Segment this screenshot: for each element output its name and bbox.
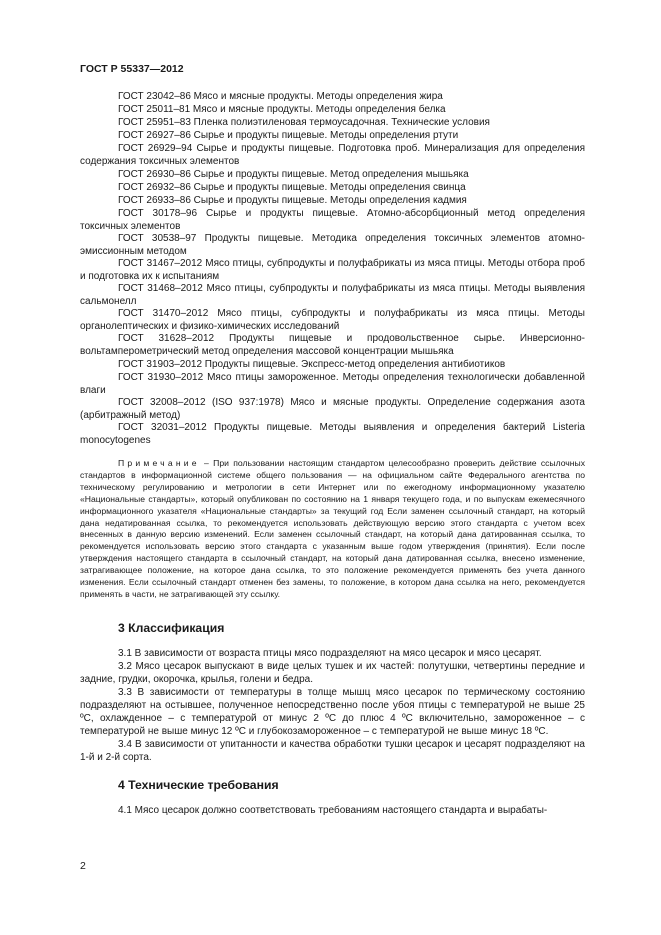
paragraph: 3.1 В зависимости от возраста птицы мясо подразделяют на мясо цесарок и мясо цесарят. bbox=[118, 648, 542, 659]
paragraph: 3.4 В зависимости от упитанности и качества обработки тушки цесарок и цесарят подразделяют на 1-й и 2-й сорта. bbox=[80, 739, 585, 763]
reference-item: ГОСТ 26930–86 Сырье и продукты пищевые. Метод определения мышьяка bbox=[118, 169, 469, 180]
reference-item: ГОСТ 26932–86 Сырье и продукты пищевые. Методы определения свинца bbox=[118, 182, 466, 193]
reference-item: ГОСТ 26933–86 Сырье и продукты пищевые. Методы определения кадмия bbox=[118, 195, 467, 206]
reference-item: ГОСТ 30538–97 Продукты пищевые. Методика определения токсичных элементов атомно-эмиссионным методом bbox=[80, 233, 585, 257]
reference-item: ГОСТ 31903–2012 Продукты пищевые. Экспресс-метод определения антибиотиков bbox=[118, 359, 506, 370]
note-label: Примечание bbox=[118, 458, 200, 468]
document-header: ГОСТ Р 55337—2012 bbox=[80, 63, 184, 75]
reference-item: ГОСТ 32008–2012 (ISO 937:1978) Мясо и мясные продукты. Определение содержания азота (арбитражный метод) bbox=[80, 397, 585, 421]
reference-item: ГОСТ 31628–2012 Продукты пищевые и продовольственное сырье. Инверсионно-вольтамперометрический метод определения массовой концентрации мышьяка bbox=[80, 333, 585, 357]
section-heading: 3 Классификация bbox=[118, 621, 225, 635]
section-heading: 4 Технические требования bbox=[118, 778, 279, 792]
reference-item: ГОСТ 26929–94 Сырье и продукты пищевые. Подготовка проб. Минерализация для определения содержания токсичных элементов bbox=[80, 143, 585, 167]
paragraph: 4.1 Мясо цесарок должно соответствовать требованиям настоящего стандарта и вырабаты- bbox=[118, 805, 548, 816]
paragraph: 3.3 В зависимости от температуры в толще мышц мясо цесарок по термическому состоянию подразделяют на остывшее, полученное непосредственно после убоя птицы с температурой не выше 25 ºС, охлажденное – с температурой от минус 2 ºС до плюс 4 ºС включительно, замороженное – с температурой не выше минус 12 ºС и глубокозамороженное – с температурой не выше минус 18 ºС. bbox=[80, 687, 585, 737]
reference-item: ГОСТ 31467–2012 Мясо птицы, субпродукты и полуфабрикаты из мяса птицы. Методы отбора проб и подготовка их к испытаниям bbox=[80, 258, 585, 282]
reference-item: ГОСТ 26927–86 Сырье и продукты пищевые. Методы определения ртути bbox=[118, 130, 459, 141]
page-number: 2 bbox=[80, 860, 86, 872]
reference-item: ГОСТ 25011–81 Мясо и мясные продукты. Методы определения белка bbox=[118, 104, 446, 115]
reference-item: ГОСТ 32031–2012 Продукты пищевые. Методы выявления и определения бактерий Listeria monocytogenes bbox=[80, 422, 585, 446]
reference-item: ГОСТ 25951–83 Пленка полиэтиленовая термоусадочная. Технические условия bbox=[118, 117, 490, 128]
reference-item: ГОСТ 31930–2012 Мясо птицы замороженное. Методы определения технологически добавленной влаги bbox=[80, 372, 585, 396]
note-block bbox=[80, 458, 585, 601]
reference-item: ГОСТ 31468–2012 Мясо птицы, субпродукты и полуфабрикаты из мяса птицы. Методы выявления сальмонелл bbox=[80, 283, 585, 307]
reference-item: ГОСТ 23042–86 Мясо и мясные продукты. Методы определения жира bbox=[118, 91, 443, 102]
note-text: – При пользовании настоящим стандартом целесообразно проверить действие ссылочных стандартов в информационной системе общего пользования — на официальном сайте Федерального агентства по техническому регулированию и метрологии в сети Интернет или по ежегодному информационному указателю «Национальные стандарты», который опубликован по состоянию на 1 января текущего года, и по выпускам ежемесячного информационного указателя «Национальные стандарты» за текущий год Если заменен ссылочный стандарт, на который дана недатированная ссылка, то рекомендуется использовать действующую версию этого стандарта с учетом всех внесенных в данную версию изменений. Если заменен ссылочный стандарт, на который дана датированная ссылка, то рекомендуется использовать версию этого стандарта с указанным выше годом утверждения (принятия). Если после утверждения настоящего стандарта в ссылочный стандарт, на который дана датированная ссылка, внесено изменение, затрагивающее положение, на которое дана ссылка, то это положение рекомендуется применять без учета данного изменения. Если ссылочный стандарт отменен без замены, то положение, в котором дана ссылка на него, рекомендуется применять в части, не затрагивающей эту ссылку. bbox=[80, 458, 585, 599]
reference-item: ГОСТ 30178–96 Сырье и продукты пищевые. Атомно-абсорбционный метод определения токсичных элементов bbox=[80, 208, 585, 232]
reference-item: ГОСТ 31470–2012 Мясо птицы, субпродукты и полуфабрикаты из мяса птицы. Методы органолептических и физико-химических исследований bbox=[80, 308, 585, 332]
paragraph: 3.2 Мясо цесарок выпускают в виде целых тушек и их частей: полутушки, четвертины передние и задние, грудки, окорочка, крылья, голени и бедра. bbox=[80, 661, 585, 685]
